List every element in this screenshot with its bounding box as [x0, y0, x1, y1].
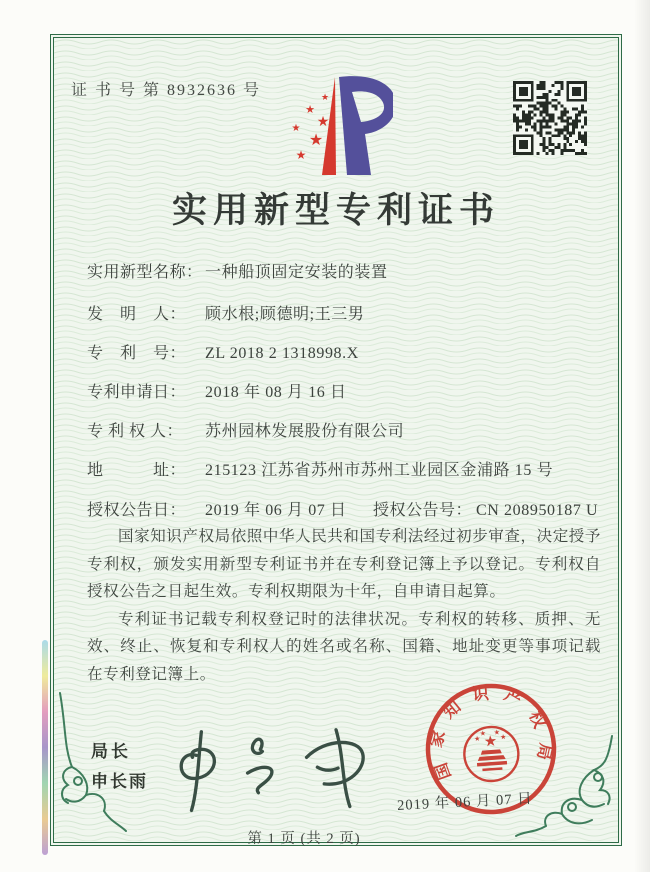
field-label: 专 利 号： [87, 345, 187, 362]
svg-text:★: ★ [316, 115, 330, 130]
field-row-address [87, 457, 553, 480]
corner-flourish-right-icon [510, 730, 618, 842]
qr-code [513, 81, 587, 155]
scan-rainbow-artifact [42, 640, 48, 855]
field-row-patentee [87, 418, 404, 441]
svg-text:★: ★ [473, 734, 481, 744]
field-value: 2018 年 08 月 16 日 [205, 384, 347, 401]
svg-text:★: ★ [308, 132, 324, 149]
field-row-patent-number [87, 340, 359, 363]
logo-stars [292, 92, 330, 162]
legal-paragraph-2: 专利证书记载专利权登记时的法律状况。专利权的转移、质押、无效、终止、恢复和专利权人的姓名或名称、国籍、地址变更等事项记载在专利登记簿上。 [87, 610, 601, 683]
svg-text:★: ★ [483, 733, 498, 751]
field-label: 专 利 权 人： [87, 423, 184, 440]
svg-text:★: ★ [499, 732, 507, 742]
field-label: 专利申请日： [87, 384, 187, 401]
field-row-filing-date [87, 379, 347, 402]
svg-text:★: ★ [493, 728, 501, 737]
field-label: 授权公告日： [87, 502, 187, 519]
legal-text [87, 523, 601, 688]
logo-p-glyph [339, 76, 393, 175]
field-label: 地 址： [87, 462, 187, 479]
field-row-inventors [87, 301, 365, 324]
field-value: 2019 年 06 月 07 日 [205, 502, 347, 519]
field-row-invention-name [87, 259, 388, 282]
field-label: 实用新型名称： [87, 264, 203, 281]
corner-flourish-left-icon [54, 687, 128, 837]
director-signature [163, 717, 399, 835]
field-value: 顾水根;顾德明;王三男 [205, 306, 365, 323]
certificate-title: 实用新型专利证书 [171, 191, 500, 230]
field-value: 一种船顶固定安装的装置 [205, 264, 388, 281]
field-value: ZL 2018 2 1318998.X [205, 345, 359, 362]
seal-ring-text: 国家知识产权局 [426, 682, 556, 783]
director-name: 申长雨 [91, 772, 148, 791]
svg-text:★: ★ [305, 104, 315, 116]
svg-text:★: ★ [291, 123, 301, 134]
svg-text:★: ★ [295, 148, 307, 162]
legal-paragraph-1: 国家知识产权局依照中华人民共和国专利法经过初步审查，决定授予专利权，颁发实用新型专利证书并在专利登记簿上予以登记。专利权自授权公告之日起生效。专利权期限为十年，自申请日起算。 [87, 528, 602, 600]
certificate-frame [50, 34, 622, 846]
page-indicator: 第 1 页 (共 2 页) [247, 831, 361, 847]
field-grant-number [373, 497, 598, 520]
paper-edge-shadow [634, 0, 650, 872]
field-label: 授权公告号： [373, 502, 473, 519]
field-row-grant [87, 497, 599, 520]
svg-text:★: ★ [479, 729, 487, 738]
field-value: CN 208950187 U [476, 502, 599, 519]
director-title: 局长 [91, 742, 131, 761]
field-value: 苏州园林发展股份有限公司 [205, 423, 405, 440]
certificate-number: 证 书 号 第 8932636 号 [71, 82, 262, 99]
field-label: 发 明 人： [87, 306, 187, 323]
seal-date: 2019 年 06 月 07 日 [396, 790, 534, 814]
field-value: 215123 江苏省苏州市苏州工业园区金浦路 15 号 [205, 462, 554, 479]
svg-text:★: ★ [320, 92, 330, 102]
cnipa-logo [279, 71, 393, 181]
